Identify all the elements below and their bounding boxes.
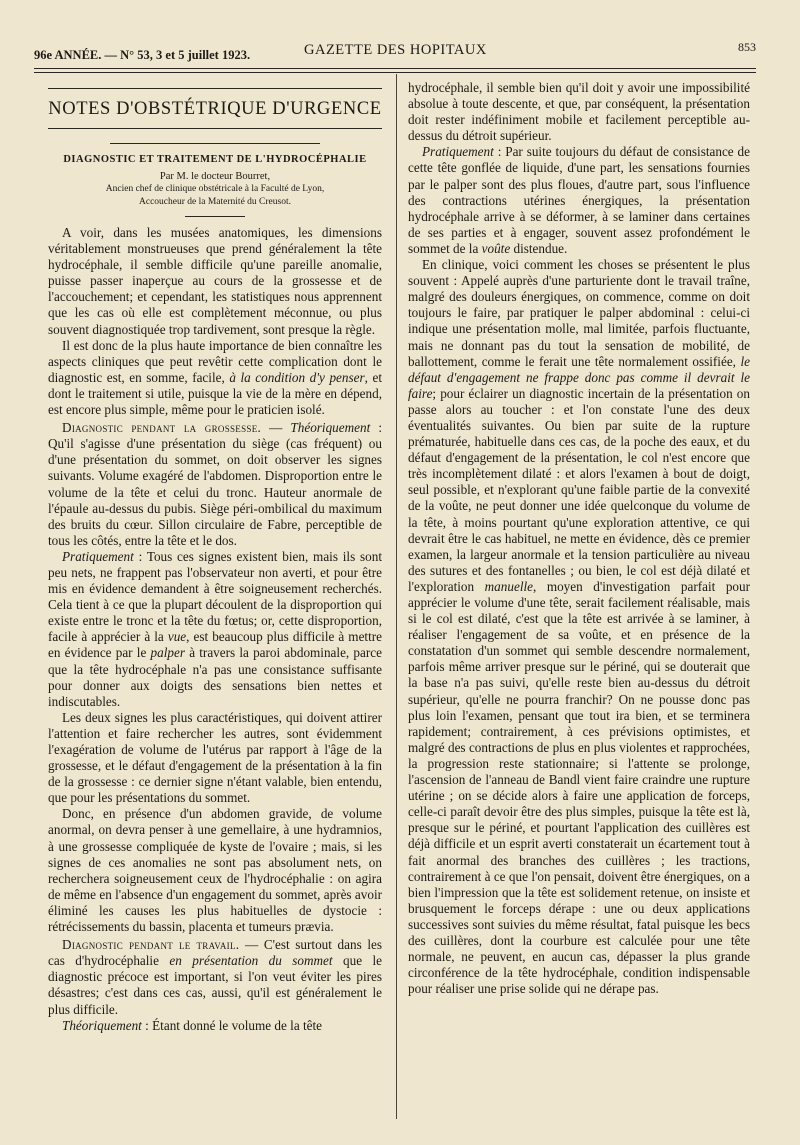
page-header xyxy=(34,42,756,64)
section-title: NOTES D'OBSTÉTRIQUE D'URGENCE xyxy=(48,88,382,129)
paragraph: En clinique, voici comment les choses se présentent le plus souvent : Appelé auprès d'une parturiente dont le travail traîne, malgré des douleurs énergiques, on commence, comme on doit toujours le faire, par pratiquer le palper abdominal : celui-ci indique une présentation molle, mal limitée, parfois fluctuante, mais ne donnant pas du tout la sensation de mobilité, de ballottement, comme le ferait une tête normalement ossifiée, le défaut d'engagement ne frappe donc pas comme il devrait le faire; pour éclairer un diagnostic incertain de la présentation on passe alors au toucher : et l'on constate l'une des deux éventualités suivantes. Ou bien par suite de la rupture prématurée, habituelle dans ces cas, de la poche des eaux, et du défaut d'engagement de la présentation, le col n'est encore que très incomplètement dilaté : et alors l'examen à bout de doigt, seul possible, et n'explorant qu'une faible partie de la convexité de la voûte, ne peut donner une idée quelconque du volume de la tête, à moins pourtant qu'une exploration attentive, ce qui devrait être le cas habituel, ne mette en évidence, dès ce premier examen, la largeur anormale et la tension particulière au niveau des sutures et des fontanelles ; ou bien, le col est déjà dilaté et l'exploration manuelle, moyen d'investigation parfait pour apprécier le volume d'une tête, serait facilement réalisable, mais si le col est dilaté, c'est que la tête est arrivée à se laminer, à réaliser l'engagement de sa voûte, et en présence de la constatation d'un sommet qui semble descendre normalement, parfois même arriver presque sur le périné, qui se douterait que la base n'a pas suivi, qu'elle reste bien au-dessus du détroit supérieur, qu'elle ne pourra franchir? On ne pousse donc pas plus loin l'examen, pensant que tout ira bien, et se terminera rapidement; contrairement, à ces prévisions optimistes, et malgré des contractions de plus en plus violentes et rapprochées, la progression reste stationnaire; si l'attente se prolonge, l'ascension de l'anneau de Bandl vient faire craindre une rupture utérine ; on se décide alors à faire une application de forceps, celle-ci paraît devoir être des plus simples, puisque la tête est là, presque sur le périné, et pourtant l'application des cuillères est déjà difficile et un esprit averti constaterait un écartement tout à fait anormal des branches des cuillères ; les tractions, contrairement à ce que l'on pensait, doivent être énergiques, on a bien l'impression que la tête est solidement retenue, on insiste et brusquement le forceps dérape : une ou deux applications successives sont suivies du même résultat, fatal puisque les becs des cuillères, dont la courbure est calculée pour une tête normale, ne peuvent, en aucun cas, dépasser la plus grande circonférence de la tête hydrocéphale, condition indispensable pour réaliser une prise solide qui ne dérape pas. xyxy=(408,257,751,997)
journal-title: GAZETTE DES HOPITAUX xyxy=(304,42,487,58)
paragraph: Les deux signes les plus caractéristiques, qui doivent attirer l'attention et faire rechercher les autres, sont évidemment l'exagération de volume de l'utérus par rapport à l'âge de la grossesse, et le défaut d'engagement de la présentation à la fin de la grossesse : ce dernier signe n'étant valable, bien entendu, que pour les présentations du sommet. xyxy=(48,709,382,806)
header-rule-double xyxy=(34,72,756,73)
byline-rule xyxy=(185,216,245,217)
paragraph: Diagnostic pendant la grossesse. — Théoriquement : Qu'il s'agisse d'une présentation du siège (cas fréquent) ou d'une présentation du sommet, on doit observer les signes suivants. Volume exagéré de l'abdomen. Disproportion entre le volume de la tête et celui du tronc. Hauteur anormale de l'épaule au-dessus du pubis. Siège péri-ombilical du maximum des bruits du cœur. Sillon circulaire de Fabre, perceptible de tous les côtés, entre la tête et le dos. xyxy=(48,420,383,548)
paragraph: hydrocéphale, il semble bien qu'il doit y avoir une impossibilité absolue à toute descente, et que, par conséquent, la présentation doit rester indéfiniment mobile et facilement perceptible au-dessus du détroit supérieur. xyxy=(408,80,750,144)
paragraph: Diagnostic pendant le travail. — C'est surtout dans les cas d'hydrocéphalie en présentation du sommet que le diagnostic précoce est important, si l'on veut éviter les pires désastres; c'est dans ces cas, aussi, qu'il est généralement le plus difficile. xyxy=(48,937,382,1017)
header-rule xyxy=(34,68,756,69)
right-column xyxy=(408,80,750,997)
left-body xyxy=(48,225,382,1034)
paragraph: Pratiquement : Tous ces signes existent bien, mais ils sont peu nets, ne frappent pas l'observateur non averti, et pour être mis en évidence demandent à être soigneusement recherchés. Cela tient à ce que la plupart découlent de la disproportion qui existe entre le tronc et la tête du fœtus; or, cette disproportion, facile à apprécier à la vue, est beaucoup plus difficile à mettre en évidence par le palper à travers la paroi abdominale, parce que la tête hydrocéphale n'a pas une consistance suffisante pour donner aux doigts des sensations bien nettes et indiscutables. xyxy=(48,548,382,709)
title-rule xyxy=(110,143,320,144)
author-affiliation-2: Accoucheur de la Maternité du Creusot. xyxy=(139,197,291,207)
section-heading: Diagnostic pendant le travail. xyxy=(62,937,240,953)
paragraph: Donc, en présence d'un abdomen gravide, de volume anormal, on devra penser à une gemellaire, à une hydramnios, à une grossesse compliquée de kyste de l'ovaire ; mais, si les signes de ces anomalies ne sont pas absolument nets, on recherchera soigneusement ceux de l'hydrocéphalie : on agira de même en l'absence d'un engagement du sommet, après avoir éliminé les causes les plus habituelles de dystocie : rétrécissements du bassin, placenta et tumeurs prævia. xyxy=(48,806,382,935)
page-number: 853 xyxy=(738,40,756,54)
paragraph: A voir, dans les musées anatomiques, les dimensions véritablement monstrueuses que prend généralement la tête hydrocéphale, il semble difficile qu'une pareille anomalie, puisse passer inaperçue au cours de la grossesse et de l'accouchement; et cependant, les statistiques nous apprennent que les cas où elle est complètement méconnue, ou plus souvent diagnostiquée trop tardivement, sont presque la règle. xyxy=(48,225,382,337)
left-column xyxy=(48,80,382,1034)
article-subtitle: DIAGNOSTIC ET TRAITEMENT DE L'HYDROCÉPHALIE xyxy=(63,154,367,165)
issue-info: 96e ANNÉE. — N° 53, 3 et 5 juillet 1923. xyxy=(34,48,251,62)
article-author: Par M. le docteur Bourret, xyxy=(159,171,271,182)
author-affiliation-1: Ancien chef de clinique obstétricale à la Faculté de Lyon, xyxy=(105,184,325,194)
column-divider xyxy=(396,74,397,1119)
paragraph: Pratiquement : Par suite toujours du défaut de consistance de cette tête gonflée de liquide, d'une part, les sensations fournies par le palper sont des plus floues, d'autre part, sous l'influence des contractions utérines énergiques, la présentation hydrocéphale arrive à se déformer, à se laminer dans certaines de ses parties et à engager, souvent assez profondément le sommet de la voûte distendue. xyxy=(408,144,750,256)
paragraph: Théoriquement : Étant donné le volume de la tête xyxy=(62,1017,323,1033)
section-heading: Diagnostic pendant la grossesse. xyxy=(62,420,262,436)
right-body xyxy=(408,80,750,997)
paragraph: Il est donc de la plus haute importance de bien connaître les aspects cliniques que peut revêtir cette complication dont le diagnostic est, en somme, facile, à la condition d'y penser, et dont le traitement si utile, puisque la vie de la mère en dépend, est encore plus simple, même pour le praticien isolé. xyxy=(48,337,382,418)
